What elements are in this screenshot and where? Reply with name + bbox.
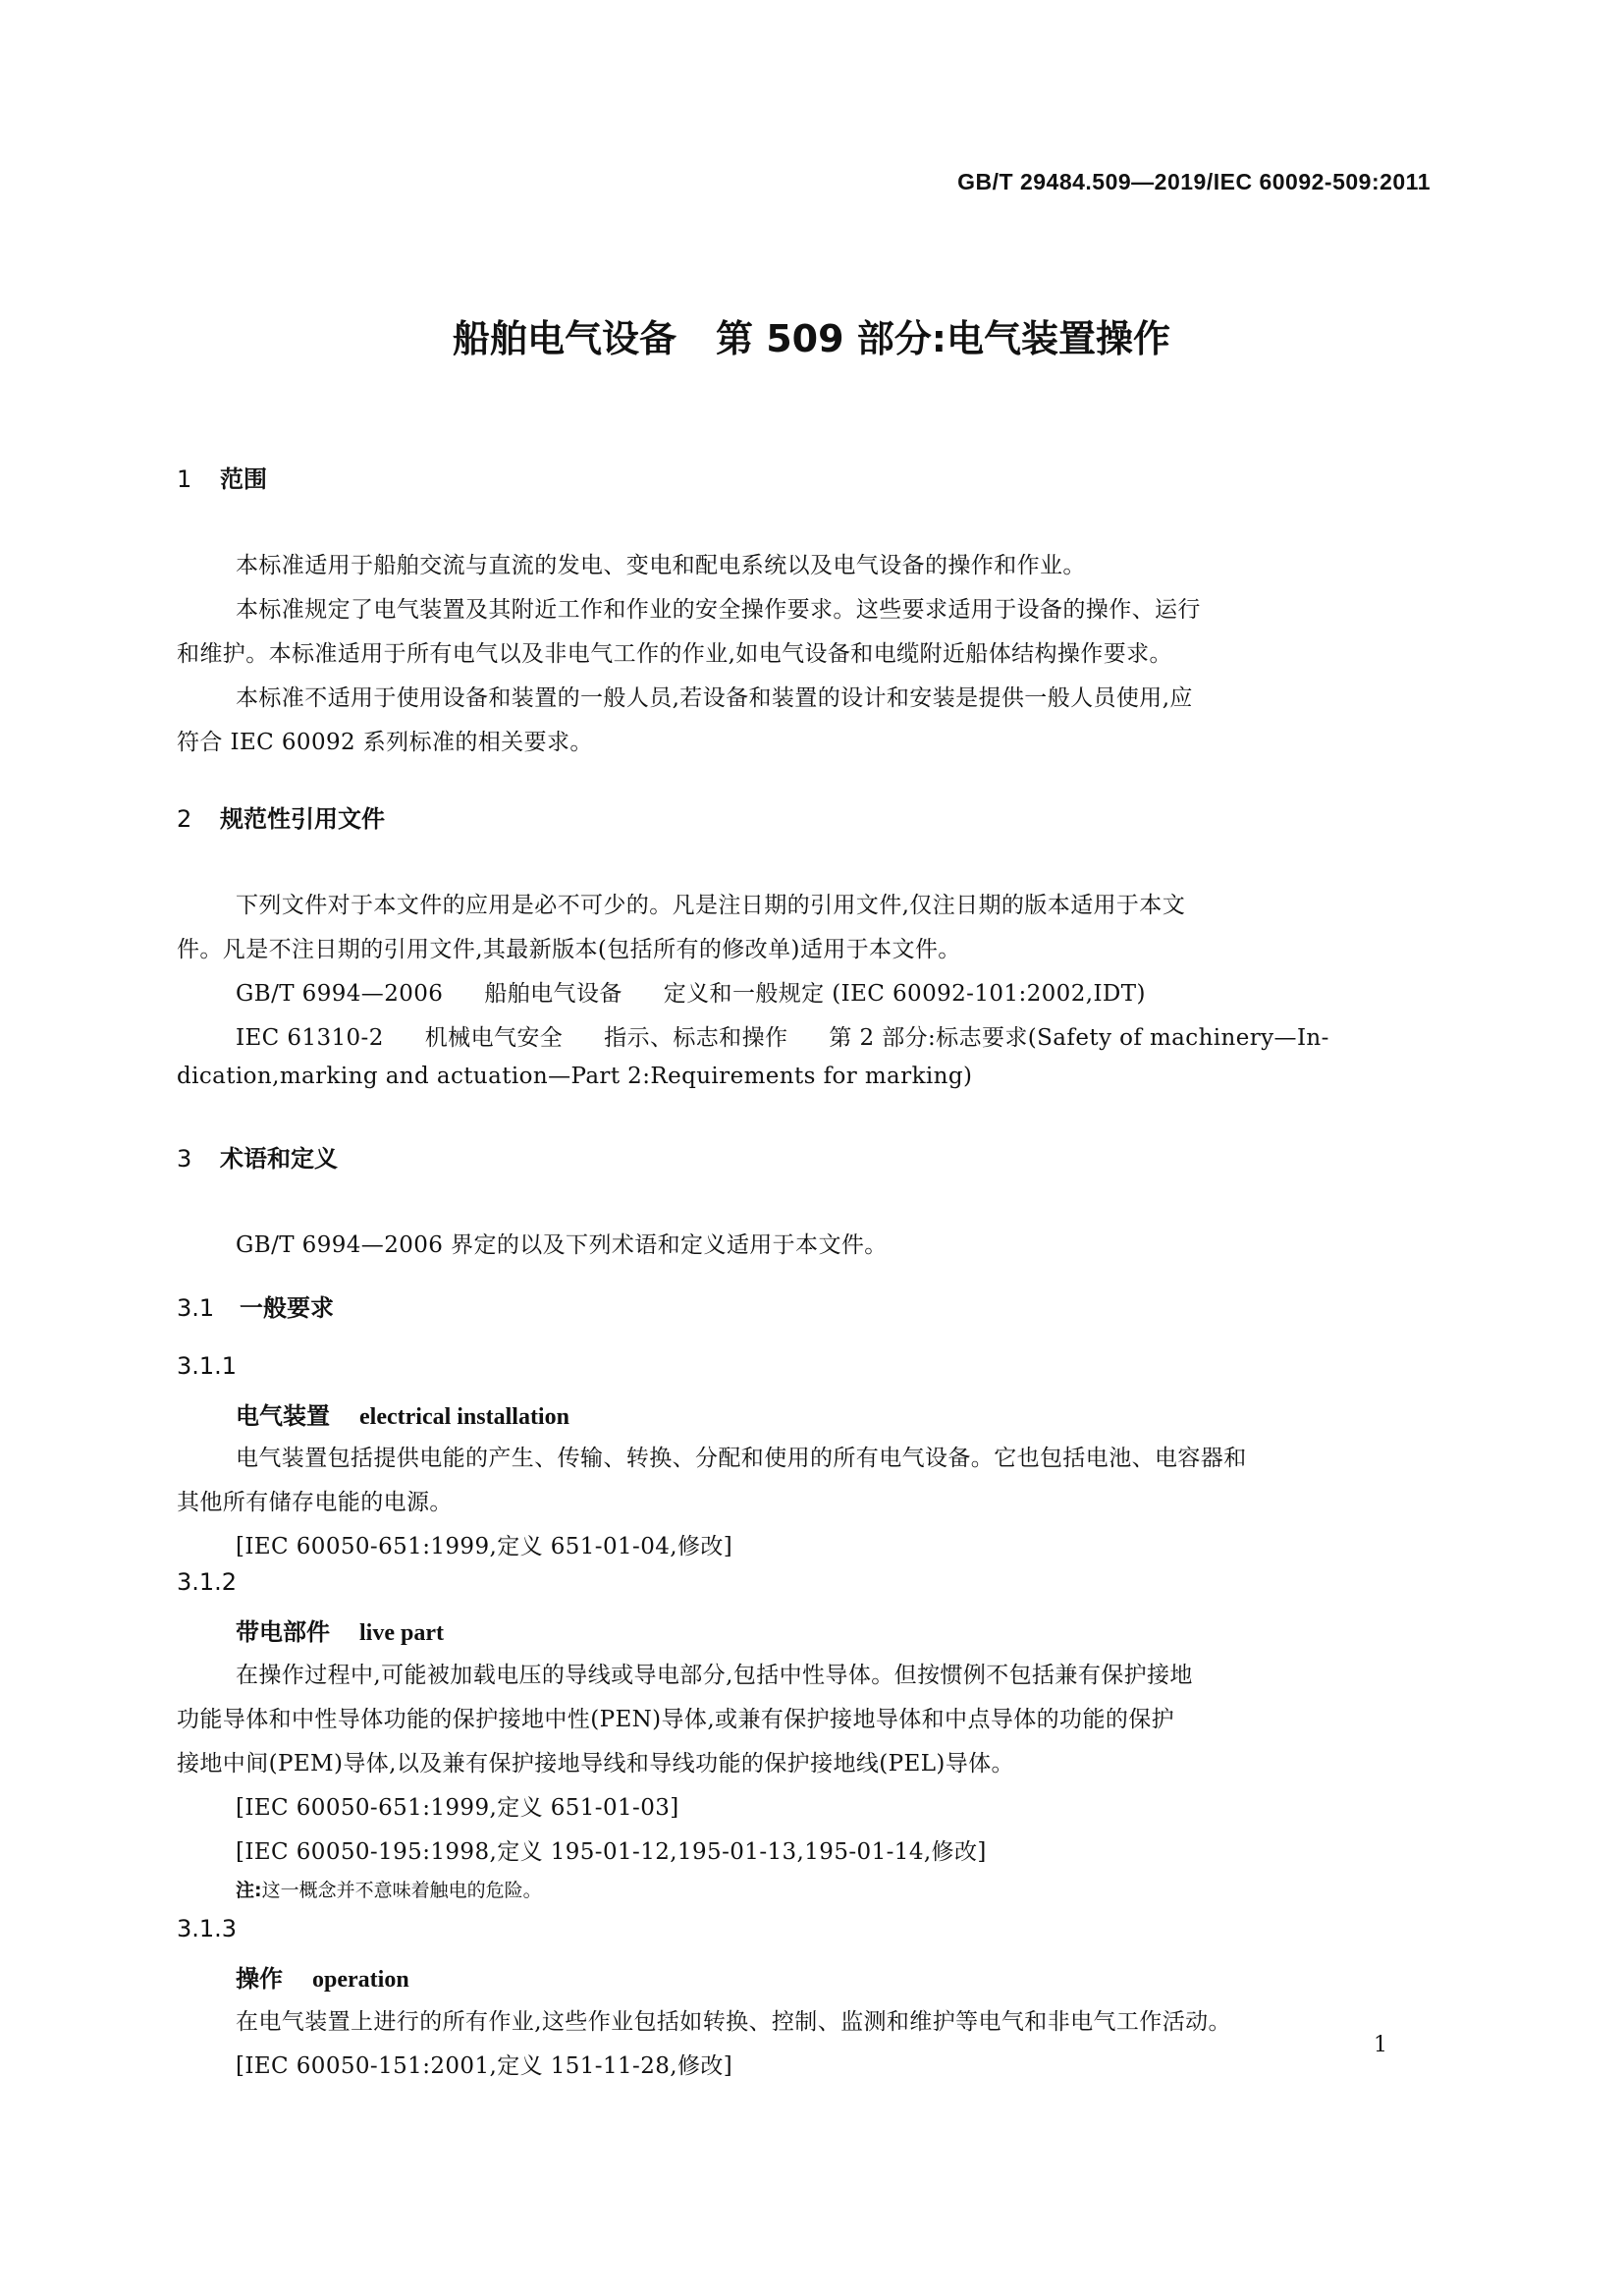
term-title: 操作 operation [236,1965,409,1993]
section-title: 一般要求 [240,1294,334,1322]
section-1-heading [177,460,267,494]
paragraph: 本标准不适用于使用设备和装置的一般人员,若设备和装置的设计和安装是提供一般人员使用,应 [236,685,1193,711]
section-2-heading [177,799,385,834]
section-number: 3.1 [177,1294,215,1322]
note-text: 这一概念并不意味着触电的危险。 [261,1880,542,1901]
definition: 在电气装置上进行的所有作业,这些作业包括如转换、控制、监测和维护等电气和非电气工作活动。 [236,2009,1231,2035]
paragraph: GB/T 6994—2006 界定的以及下列术语和定义适用于本文件。 [236,1232,888,1258]
source-reference: [IEC 60050-651:1999,定义 651-01-03] [236,1795,679,1821]
section-title: 规范性引用文件 [220,805,385,833]
section-title: 术语和定义 [220,1145,338,1173]
term-number: 3.1.2 [177,1568,238,1596]
paragraph-continuation: 和维护。本标准适用于所有电气以及非电气工作的作业,如电气设备和电缆附近船体结构操作要求。 [177,641,1172,667]
definition-continuation: 接地中间(PEM)导体,以及兼有保护接地导线和导线功能的保护接地线(PEL)导体。 [177,1751,1014,1777]
section-number: 1 [177,465,192,493]
source-reference: [IEC 60050-195:1998,定义 195-01-12,195-01-13,195-01-14,修改] [236,1839,987,1865]
title-part1: 船舶电气设备 [453,317,677,360]
section-number: 3 [177,1145,192,1173]
source-reference: [IEC 60050-651:1999,定义 651-01-04,修改] [236,1534,733,1559]
standard-code: GB/T 29484.509—2019/IEC 60092-509:2011 [957,169,1431,194]
title-part2: 第 509 部分:电气装置操作 [716,317,1170,360]
definition-continuation: 其他所有储存电能的电源。 [177,1490,453,1515]
paragraph: 本标准规定了电气装置及其附近工作和作业的安全操作要求。这些要求适用于设备的操作、运行 [236,597,1201,623]
section-3-heading [177,1139,338,1174]
definition-continuation: 功能导体和中性导体功能的保护接地中性(PEN)导体,或兼有保护接地导体和中点导体的功能的保护 [177,1707,1175,1732]
page-number: 1 [1374,2033,1387,2057]
source-reference: [IEC 60050-151:2001,定义 151-11-28,修改] [236,2053,733,2079]
note [236,1876,542,1902]
paragraph: 本标准适用于船舶交流与直流的发电、变电和配电系统以及电气设备的操作和作业。 [236,553,1086,578]
reference-iec-61310-2: IEC 61310-2 机械电气安全 指示、标志和操作 第 2 部分:标志要求(Safety of machinery—In- [236,1025,1329,1051]
section-number: 2 [177,805,192,833]
document-title [0,308,1623,362]
term-title: 带电部件 live part [236,1618,444,1646]
note-label: 注: [236,1880,262,1901]
paragraph-continuation: 符合 IEC 60092 系列标准的相关要求。 [177,730,593,755]
term-number: 3.1.3 [177,1915,238,1942]
subsection-3-1-heading [177,1288,334,1323]
definition: 在操作过程中,可能被加载电压的导线或导电部分,包括中性导体。但按惯例不包括兼有保护接地 [236,1663,1193,1688]
section-title: 范围 [220,465,267,493]
reference-gbt-6994: GB/T 6994—2006 船舶电气设备 定义和一般规定 (IEC 60092-101:2002,IDT) [236,981,1146,1007]
paragraph-continuation: dication,marking and actuation—Part 2:Requirements for marking) [177,1064,973,1089]
paragraph-continuation: 件。凡是不注日期的引用文件,其最新版本(包括所有的修改单)适用于本文件。 [177,937,961,962]
definition: 电气装置包括提供电能的产生、传输、转换、分配和使用的所有电气设备。它也包括电池、电容器和 [236,1446,1247,1471]
paragraph: 下列文件对于本文件的应用是必不可少的。凡是注日期的引用文件,仅注日期的版本适用于本文 [236,893,1186,918]
term-number: 3.1.1 [177,1352,238,1380]
term-title: 电气装置 electrical installation [236,1402,569,1430]
